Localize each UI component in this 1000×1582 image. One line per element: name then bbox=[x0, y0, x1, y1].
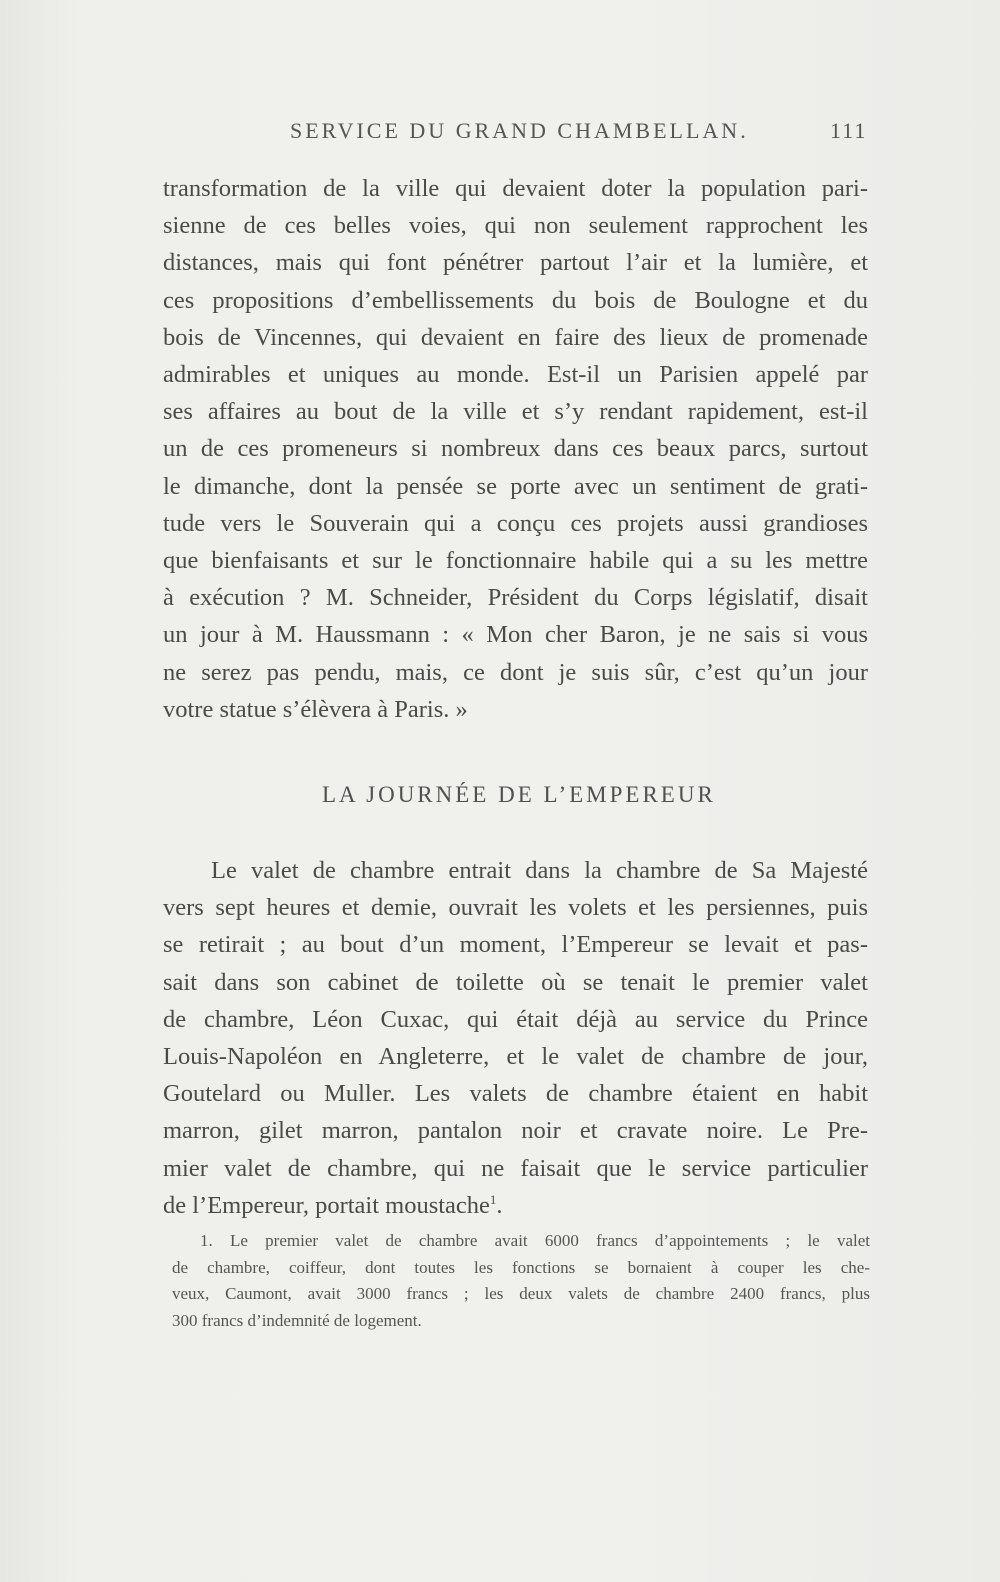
page-number: 111 bbox=[830, 118, 868, 143]
text-fragment: de l’Empereur, portait moustache bbox=[163, 1191, 490, 1219]
text-line: bois de Vincennes, qui devaient en faire des lieux de promenade bbox=[163, 323, 868, 351]
text-line: un de ces promeneurs si nombreux dans ces beaux parcs, surtout bbox=[163, 435, 868, 463]
text-line: le dimanche, dont la pensée se porte avec un sentiment de grati- bbox=[163, 472, 868, 500]
text-line: ces propositions d’embellissements du bois de Boulogne et du bbox=[163, 286, 868, 314]
text-line: transformation de la ville qui devaient doter la population pari- bbox=[163, 175, 868, 202]
text-line: ses affaires au bout de la ville et s’y rendant rapidement, est-il bbox=[163, 398, 868, 426]
text-line: marron, gilet marron, pantalon noir et cravate noire. Le Pre- bbox=[163, 1117, 868, 1145]
text-line: distances, mais qui font pénétrer partout l’air et la lumière, et bbox=[163, 249, 868, 277]
paragraph-continued bbox=[163, 170, 868, 728]
end-punctuation: . bbox=[496, 1191, 503, 1219]
footnote-reference: 1 bbox=[489, 1191, 497, 1207]
text-line: ne serez pas pendu, mais, ce dont je suis sûr, c’est qu’un jour bbox=[163, 658, 868, 686]
text-line: un jour à M. Haussmann : « Mon cher Baron, je ne sais si vous bbox=[163, 621, 868, 649]
text-line: vers sept heures et demie, ouvrait les volets et les persiennes, puis bbox=[163, 894, 868, 922]
footnote-line: veux, Caumont, avait 3000 francs ; les deux valets de chambre 2400 francs, plus bbox=[172, 1284, 870, 1303]
running-title: SERVICE DU GRAND CHAMBELLAN. bbox=[290, 118, 749, 143]
paragraph-emperor-day bbox=[163, 852, 868, 1224]
text-line: de chambre, Léon Cuxac, qui était déjà au service du Prince bbox=[163, 1005, 868, 1033]
text-line: mier valet de chambre, qui ne faisait que le service particulier bbox=[163, 1154, 868, 1182]
text-line: Goutelard ou Muller. Les valets de chambre étaient en habit bbox=[163, 1080, 868, 1108]
text-line: sienne de ces belles voies, qui non seulement rapprochent les bbox=[163, 212, 868, 240]
footnote-line: 1. Le premier valet de chambre avait 6000 francs d’appointements ; le valet bbox=[200, 1231, 870, 1250]
text-line: se retirait ; au bout d’un moment, l’Empereur se levait et pas- bbox=[163, 931, 868, 959]
text-line: votre statue s’élèvera à Paris. » bbox=[163, 695, 468, 723]
text-line: Le valet de chambre entrait dans la chambre de Sa Majesté bbox=[211, 857, 868, 884]
footnote-line: de chambre, coiffeur, dont toutes les fonctions se bornaient à couper les che- bbox=[172, 1257, 870, 1277]
text-line: Louis-Napoléon en Angleterre, et le valet de chambre de jour, bbox=[163, 1043, 868, 1071]
section-heading: LA JOURNÉE DE L’EMPEREUR bbox=[322, 782, 716, 807]
text-line: tude vers le Souverain qui a conçu ces projets aussi grandioses bbox=[163, 509, 868, 537]
footnote-line: 300 francs d’indemnité de logement. bbox=[172, 1310, 422, 1330]
text-line: sait dans son cabinet de toilette où se tenait le premier valet bbox=[163, 968, 868, 996]
text-line: admirables et uniques au monde. Est-il un Parisien appelé par bbox=[163, 361, 868, 389]
text-line-final bbox=[163, 1187, 868, 1224]
footnote bbox=[172, 1228, 870, 1334]
text-line: à exécution ? M. Schneider, Président du Corps législatif, disait bbox=[163, 584, 868, 612]
text-line: que bienfaisants et sur le fonctionnaire habile qui a su les mettre bbox=[163, 547, 868, 575]
